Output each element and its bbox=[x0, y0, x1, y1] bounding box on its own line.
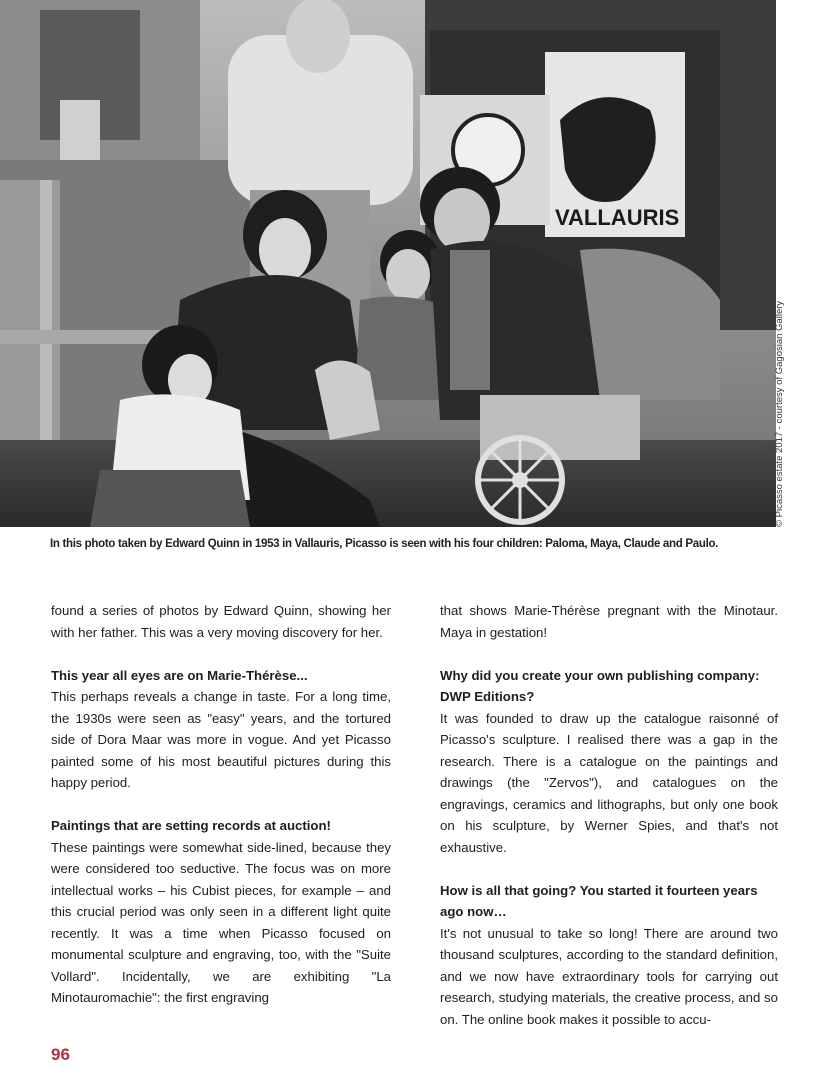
left-column bbox=[51, 600, 391, 1009]
paragraph: It was founded to draw up the catalogue raisonné of Picasso's sculpture. I realised there was a gap in the research. There is a catalogue on the paintings and drawings (the "Zervos"), and catalogues on the engravings, ceramics and lithographs, but only one book on his sculpture, by Werner Spies, and that's not exhaustive. bbox=[440, 710, 778, 855]
question-heading: Paintings that are setting records at auction! bbox=[51, 818, 331, 833]
paragraph: This perhaps reveals a change in taste. For a long time, the 1930s were seen as "easy" years, and the tortured side of Dora Maar was more in vogue. And yet Picasso painted some of his most beautiful pictures during this happy period. bbox=[51, 689, 391, 790]
poster-text: VALLAURIS bbox=[555, 205, 680, 230]
paragraph: It's not unusual to take so long! There are around two thousand sculptures, according to the standard definition, and we now have extraordinary tools for carrying out research, studying materials, the creative process, and so on. The online book makes it possible to accu- bbox=[440, 925, 778, 1027]
paragraph: These paintings were somewhat side-lined, because they were considered too seductive. The focus was on more intellectual works – his Cubist pieces, for example – and this crucial period was only seen in a different light quite recently. It was a time when Picasso focused on monumental sculpture and engraving, too, with the "Suite Vollard". Incidentally, we are exhibiting "La Minotauromachie": the first engraving bbox=[51, 839, 391, 1005]
paragraph: found a series of photos by Edward Quinn, showing her with her father. This was a very moving discovery for her. bbox=[51, 603, 391, 640]
right-column bbox=[440, 600, 778, 1030]
photo-credit: © Picasso estate 2017 - courtesy of Gagosian Gallery bbox=[774, 300, 785, 527]
question-heading: How is all that going? You started it fourteen years ago now… bbox=[440, 882, 758, 919]
question-heading: This year all eyes are on Marie-Thérèse... bbox=[51, 667, 308, 683]
question-heading: Why did you create your own publishing company: DWP Editions? bbox=[440, 667, 760, 704]
photo-illustration bbox=[0, 0, 776, 527]
photograph bbox=[0, 0, 776, 527]
paragraph: that shows Marie-Thérèse pregnant with the Minotaur. Maya in gestation! bbox=[440, 603, 778, 640]
photo-caption: In this photo taken by Edward Quinn in 1953 in Vallauris, Picasso is seen with his four children: Paloma, Maya, Claude and Paulo. bbox=[50, 538, 719, 550]
page-number: 96 bbox=[51, 1045, 70, 1064]
